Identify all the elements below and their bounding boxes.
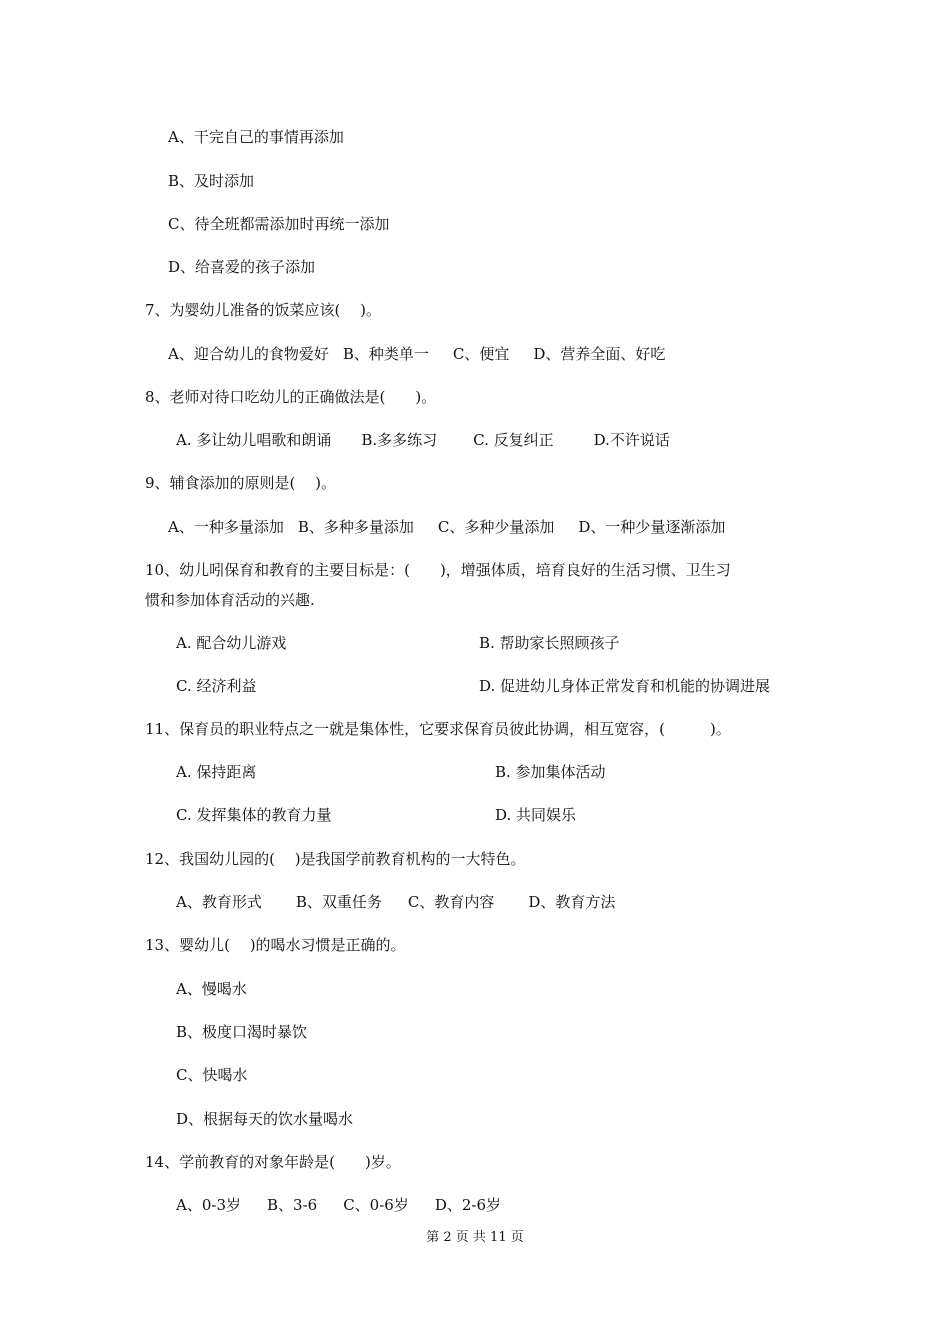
q13-option-c: C、快喝水 (176, 1066, 248, 1084)
q8-option-b: B.多多练习 (361, 431, 438, 449)
q13-option-b: B、极度口渴时暴饮 (176, 1023, 308, 1041)
q7-option-c: C、便宜 (452, 345, 510, 363)
q6-option-a: A、干完自己的事情再添加 (168, 128, 344, 146)
q8-option-d: D.不许说话 (593, 431, 670, 449)
q12-option-a: A、教育形式 (176, 893, 262, 911)
q14-options-row (176, 1194, 501, 1216)
q12-stem: 12、我国幼儿园的( )是我国学前教育机构的一大特色。 (145, 850, 526, 868)
q9-option-d: D、一种少量逐渐添加 (578, 518, 726, 536)
q11-option-a: A. 保持距离 (176, 763, 257, 781)
q10-stem-line2: 惯和参加体育活动的兴趣. (145, 591, 315, 609)
q10-option-a: A. 配合幼儿游戏 (176, 634, 287, 652)
q10-option-c: C. 经济利益 (176, 677, 257, 695)
q12-option-c: C、教育内容 (407, 893, 495, 911)
q14-option-c: C、0-6岁 (343, 1196, 409, 1214)
q13-stem: 13、婴幼儿( )的喝水习惯是正确的。 (145, 936, 406, 954)
q7-stem: 7、为婴幼儿准备的饭菜应该( )。 (145, 301, 382, 319)
q7-options-row (168, 343, 665, 365)
q7-option-a: A、迎合幼儿的食物爱好 (168, 345, 329, 363)
q11-option-c: C. 发挥集体的教育力量 (176, 806, 332, 824)
q7-option-b: B、种类单一 (342, 345, 429, 363)
q14-option-d: D、2-6岁 (434, 1196, 502, 1214)
q9-option-a: A、一种多量添加 (168, 518, 284, 536)
q11-option-b: B. 参加集体活动 (495, 763, 606, 781)
q10-option-b: B. 帮助家长照顾孩子 (479, 634, 620, 652)
q13-option-a: A、慢喝水 (176, 980, 247, 998)
q10-option-d: D. 促进幼儿身体正常发育和机能的协调进展 (479, 677, 771, 695)
q6-option-b: B、及时添加 (168, 172, 255, 190)
q9-option-b: B、多种多量添加 (297, 518, 414, 536)
q7-option-d: D、营养全面、好吃 (533, 345, 666, 363)
q11-option-d: D. 共同娱乐 (495, 806, 577, 824)
q14-stem: 14、学前教育的对象年龄是( )岁。 (145, 1153, 401, 1171)
q12-option-b: B、双重任务 (295, 893, 382, 911)
q9-stem: 9、辅食添加的原则是( )。 (145, 474, 337, 492)
q12-option-d: D、教育方法 (528, 893, 616, 911)
q13-option-d: D、根据每天的饮水量喝水 (176, 1110, 354, 1128)
q6-option-d: D、给喜爱的孩子添加 (168, 258, 316, 276)
q12-options-row (176, 891, 615, 913)
q14-option-b: B、3-6 (267, 1196, 318, 1214)
q9-option-c: C、多种少量添加 (437, 518, 555, 536)
q8-option-a: A. 多让幼儿唱歌和朗诵 (176, 431, 332, 449)
q14-option-a: A、0-3岁 (176, 1196, 241, 1214)
q6-option-c: C、待全班都需添加时再统一添加 (168, 215, 390, 233)
q8-options-row (176, 429, 670, 451)
q10-stem-line1: 10、幼儿吲保育和教育的主要目标是：( )，增强体质，培育良好的生活习惯、卫生习 (145, 561, 731, 579)
q9-options-row (168, 516, 725, 538)
q8-option-c: C. 反复纠正 (473, 431, 554, 449)
q11-stem: 11、保育员的职业特点之一就是集体性，它要求保育员彼此协调，相互宽容，( )。 (145, 720, 731, 738)
page-footer: 第 2 页 共 11 页 (426, 1230, 524, 1245)
q8-stem: 8、老师对待口吃幼儿的正确做法是( )。 (145, 388, 437, 406)
